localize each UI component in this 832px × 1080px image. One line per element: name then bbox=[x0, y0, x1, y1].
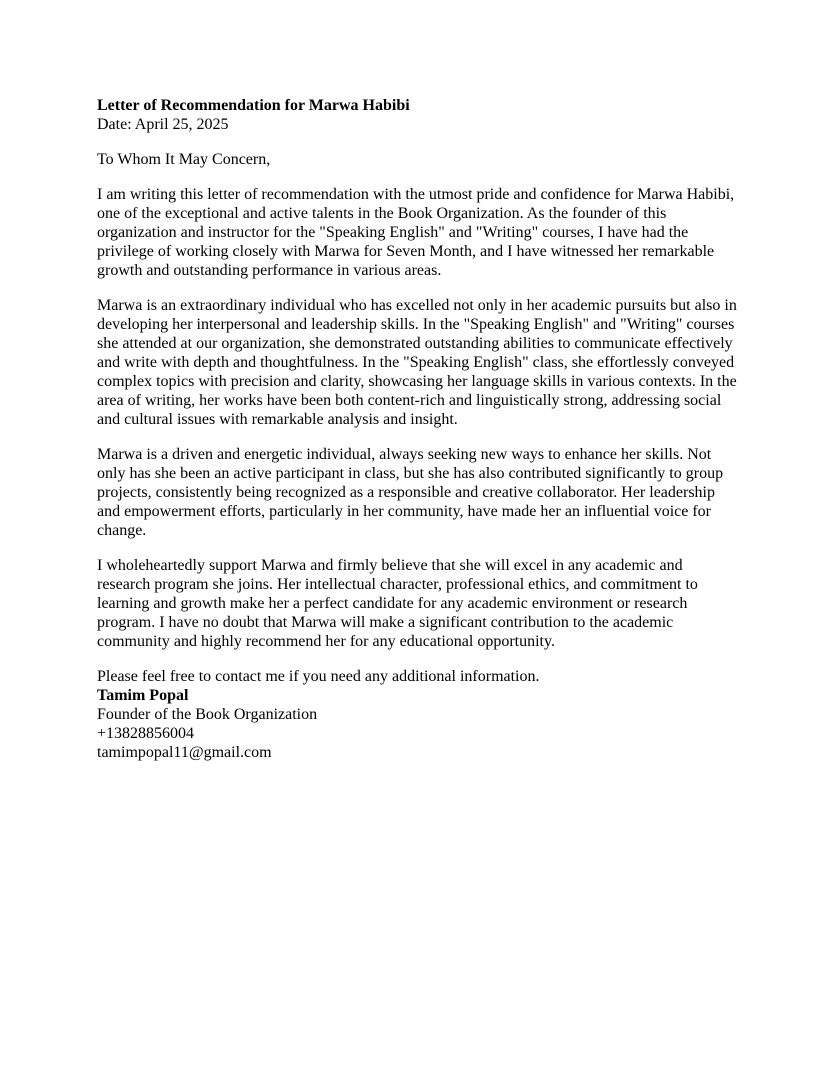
signature-role: Founder of the Book Organization bbox=[97, 706, 318, 723]
letter-header bbox=[97, 96, 737, 134]
closing-line: Please feel free to contact me if you need any additional information. bbox=[97, 668, 540, 685]
letter-title: Letter of Recommendation for Marwa Habibi bbox=[97, 97, 410, 114]
letter-salutation bbox=[97, 150, 737, 169]
letter-paragraph: I am writing this letter of recommendation with the utmost pride and confidence for Marwa Habibi, one of the exceptional and active talents in the Book Organization. As the founder of this organization and instructor for the "Speaking English" and "Writing" courses, I have had the privilege of working closely with Marwa for Seven Month, and I have witnessed her remarkable growth and outstanding performance in various areas. bbox=[97, 186, 735, 279]
salutation-text: To Whom It May Concern, bbox=[97, 151, 271, 168]
signature-email: tamimpopal11@gmail.com bbox=[97, 744, 272, 761]
letter-paragraph: I wholeheartedly support Marwa and firmly believe that she will excel in any academic and research program she joins. Her intellectual character, professional ethics, and commitment to learning and growth make her a perfect candidate for any academic environment or research program. I have no doubt that Marwa will make a significant contribution to the academic community and highly recommend her for any educational opportunity. bbox=[97, 557, 698, 650]
letter-paragraph: Marwa is a driven and energetic individual, always seeking new ways to enhance her skills. Not only has she been an active participant in class, but she has also contributed significantly to group projects, consistently being recognized as a responsible and creative collaborator. Her leadership and empowerment efforts, particularly in her community, have made her an influential voice for change. bbox=[97, 446, 724, 539]
letter-paragraph: Marwa is an extraordinary individual who has excelled not only in her academic pursuits but also in developing her interpersonal and leadership skills. In the "Speaking English" and "Writing" courses she attended at our organization, she demonstrated outstanding abilities to communicate effectively and write with depth and thoughtfulness. In the "Speaking English" class, she effortlessly conveyed complex topics with precision and clarity, showcasing her language skills in various contexts. In the area of writing, her works have been both content-rich and linguistically strong, addressing social and cultural issues with remarkable analysis and insight. bbox=[97, 297, 737, 428]
letter-body bbox=[97, 96, 737, 778]
letter-signature bbox=[97, 667, 737, 762]
letter-date: Date: April 25, 2025 bbox=[97, 116, 229, 133]
signature-name: Tamim Popal bbox=[97, 687, 189, 704]
signature-phone: +13828856004 bbox=[97, 725, 195, 742]
